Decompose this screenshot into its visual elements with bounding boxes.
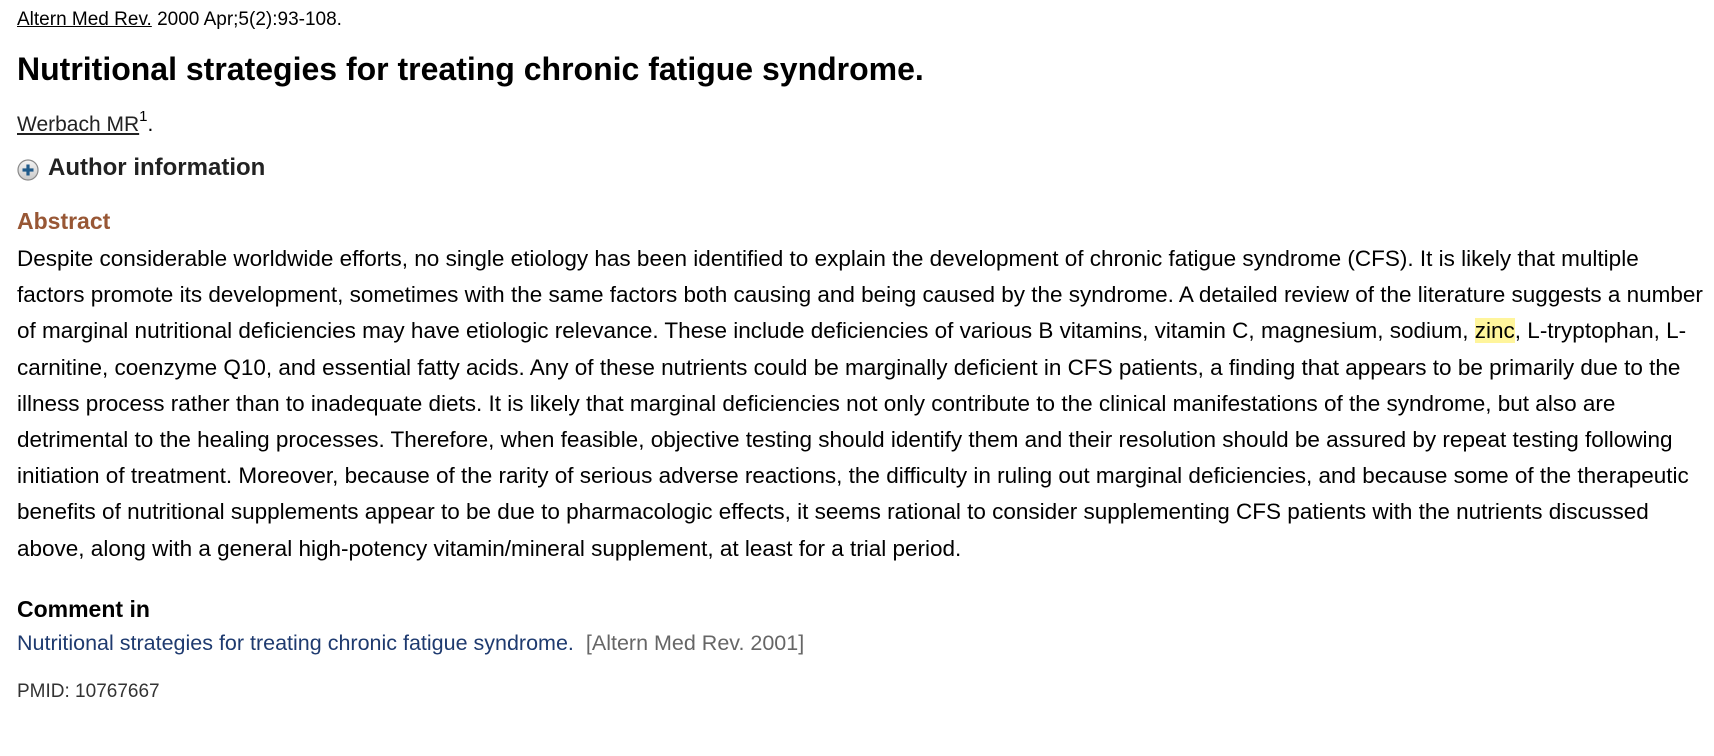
abstract-heading: Abstract xyxy=(17,208,111,234)
highlighted-search-term: zinc xyxy=(1474,318,1515,344)
author-link[interactable]: Werbach MR xyxy=(17,113,140,136)
affiliation-marker: 1 xyxy=(139,108,148,125)
author-information-toggle[interactable] xyxy=(17,154,1697,182)
abstract-text-part-2: , L-tryptophan, L-carnitine, coenzyme Q10, and essential fatty acids. Any of these nutrients could be marginally deficient in CFS patients, a finding that appears to be primarily due to the illness process rather than to inadequate diets. It is likely that marginal deficiencies not only contribute to the clinical manifestations of the syndrome, but also are detrimental to the healing processes. Therefore, when feasible, objective testing should identify them and their resolution should be assured by repeat testing following initiation of treatment. Moreover, because of the rarity of serious adverse reactions, the difficulty in ruling out marginal deficiencies, and because some of the therapeutic benefits of nutritional supplements appear to be due to pharmacologic effects, it seems rational to consider supplementing CFS patients with the nutrients discussed above, along with a general high-potency vitamin/mineral supplement, at least for a trial period. xyxy=(17,318,1689,561)
plus-expand-icon[interactable] xyxy=(17,159,39,181)
journal-link[interactable]: Altern Med Rev. xyxy=(17,9,152,30)
abstract-text-part-1: Despite considerable worldwide efforts, no single etiology has been identified to explain the development of chronic fatigue syndrome (CFS). It is likely that multiple factors promote its development, sometimes with the same factors both causing and being caused by the syndrome. A detailed review of the literature suggests a number of marginal nutritional deficiencies may have etiologic relevance. These include deficiencies of various B vitamins, vitamin C, magnesium, sodium, xyxy=(17,246,1703,344)
comment-article-link[interactable]: Nutritional strategies for treating chronic fatigue syndrome. xyxy=(17,630,574,655)
comment-source: [Altern Med Rev. 2001] xyxy=(585,630,805,655)
abstract-text xyxy=(17,241,1707,567)
comment-in-item xyxy=(17,629,1697,657)
author-information-label[interactable]: Author information xyxy=(48,154,266,181)
pmid-label: PMID: 10767667 xyxy=(17,680,160,702)
article-title: Nutritional strategies for treating chronic fatigue syndrome. xyxy=(17,51,924,87)
citation-details: 2000 Apr;5(2):93-108. xyxy=(151,9,342,30)
citation-line xyxy=(17,9,1697,31)
comment-in-heading: Comment in xyxy=(17,595,150,622)
author-list-trailing: . xyxy=(147,113,154,136)
author-list xyxy=(17,104,1697,138)
